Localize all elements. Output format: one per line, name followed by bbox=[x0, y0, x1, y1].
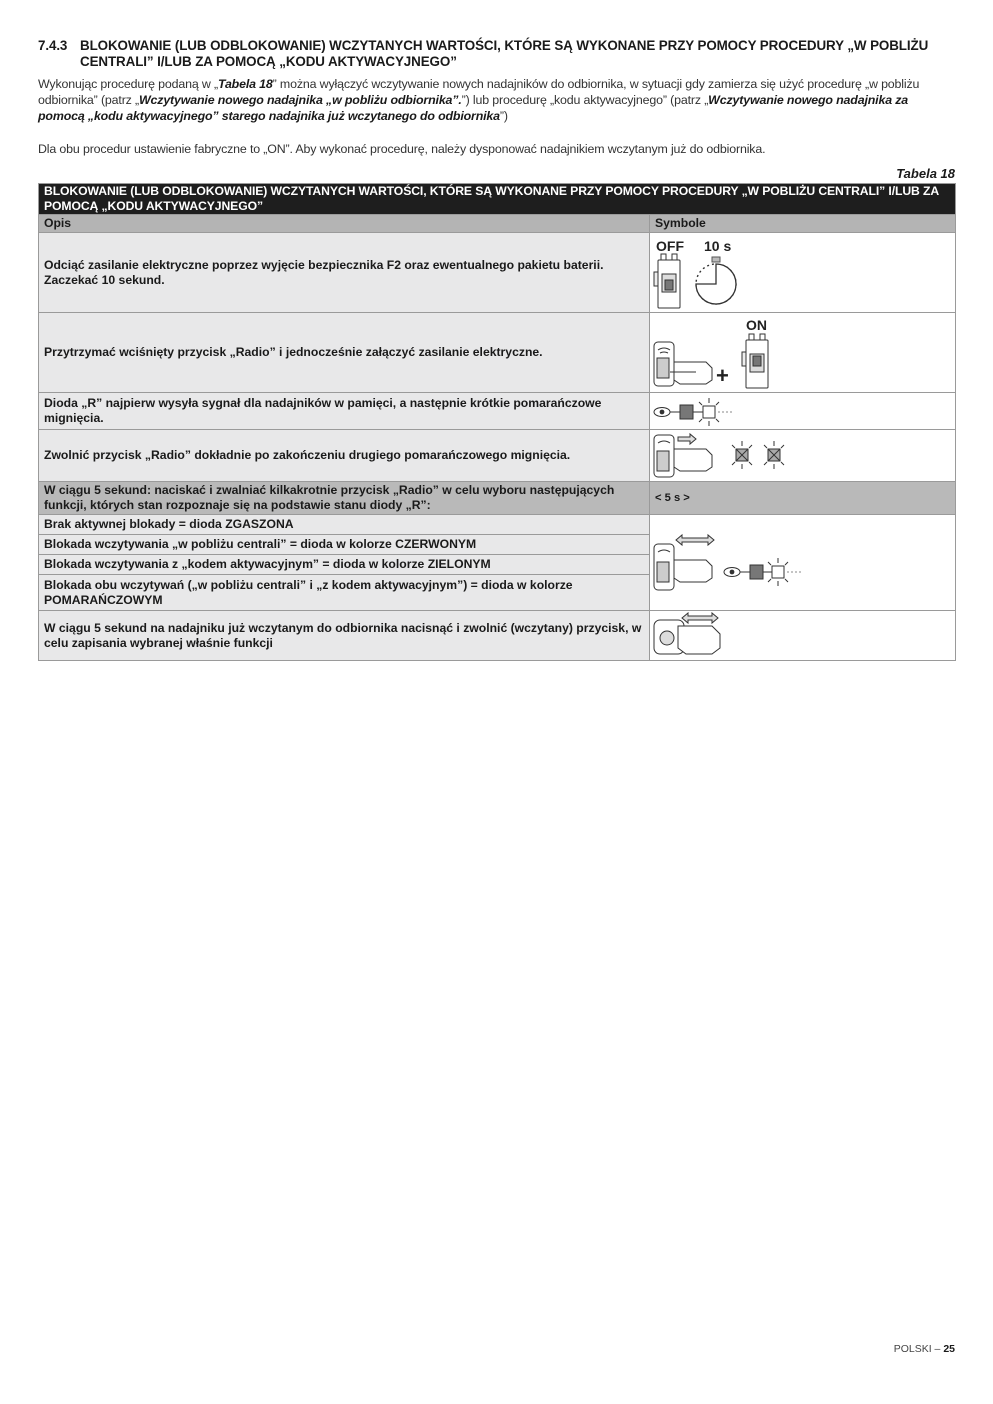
section-heading bbox=[38, 38, 955, 70]
on-label: ON bbox=[746, 316, 767, 333]
radio-select-led-icon bbox=[650, 528, 810, 598]
option-text bbox=[39, 535, 650, 555]
page-number: 25 bbox=[943, 1343, 955, 1355]
led-on-square bbox=[680, 405, 693, 419]
table-title: BLOKOWANIE (LUB ODBLOKOWANIE) WCZYTANYCH WARTOŚCI, KTÓRE SĄ WYKONANE PRZY POMOCY PROCEDURY „W POBLIŻU CENTRALI” I/LUB ZA POMOCĄ „KODU AKTYWACYJNEGO” bbox=[39, 184, 956, 215]
power-off-timer-icon bbox=[650, 234, 780, 312]
time-label: 10 s bbox=[704, 237, 732, 254]
time-window-label: < 5 s > bbox=[650, 482, 956, 515]
led-on-square bbox=[750, 565, 763, 579]
led-signal-icon bbox=[650, 394, 780, 428]
step-text: Dioda „R” najpierw wysyła sygnał dla nadajników w pamięci, a następnie krótkie pomarańczowe mignięcia. bbox=[39, 393, 650, 430]
option-state: POMARAŃCZOWYM bbox=[44, 592, 163, 607]
column-header-desc: Opis bbox=[39, 215, 650, 233]
radio-button-press-icon bbox=[654, 342, 712, 386]
symbol-cell bbox=[650, 233, 956, 313]
section-title: BLOKOWANIE (LUB ODBLOKOWANIE) WCZYTANYCH WARTOŚCI, KTÓRE SĄ WYKONANE PRZY POMOCY PROCEDURY „W POBLIŻU CENTRALI” I/LUB ZA POMOCĄ „KODU AKTYWACYJNEGO” bbox=[80, 38, 929, 69]
symbol-cell bbox=[650, 515, 956, 611]
option-label: Brak aktywnej blokady = dioda bbox=[44, 517, 226, 531]
option-text bbox=[39, 575, 650, 611]
footer-lang: POLSKI – bbox=[893, 1343, 944, 1355]
option-state: ZGASZONA bbox=[225, 517, 294, 531]
step-text: Odciąć zasilanie elektryczne poprzez wyjęcie bezpiecznika F2 oraz ewentualnego pakietu baterii. Zaczekać 10 sekund. bbox=[39, 233, 650, 313]
led-blink-icon bbox=[764, 441, 784, 469]
table-row bbox=[39, 393, 956, 430]
ref-near-receiver[interactable]: Wczytywanie nowego nadajnika „w pobliżu odbiornika”. bbox=[138, 93, 462, 107]
plus-sign: + bbox=[716, 362, 729, 388]
intro-text: ” można wyłączyć wczytywanie nowych nadajników do odbiornika, w sytuacji gdy zamierza się użyć procedurę „w pobliżu odbiornika” (patrz „ bbox=[38, 77, 920, 107]
table-row bbox=[39, 515, 956, 535]
table-row bbox=[39, 233, 956, 313]
eye-icon bbox=[654, 408, 670, 417]
step-text: W ciągu 5 sekund: naciskać i zwalniać kilkakrotnie przycisk „Radio” w celu wyboru następujących funkcji, których stan rozpoznaje się na podstawie stanu diody „R”: bbox=[39, 482, 650, 515]
breaker-on-icon bbox=[742, 334, 768, 388]
column-header-symbols: Symbole bbox=[650, 215, 956, 233]
option-text bbox=[39, 555, 650, 575]
intro-paragraph bbox=[38, 76, 955, 124]
stopwatch-icon bbox=[696, 257, 736, 304]
symbol-cell bbox=[650, 313, 956, 393]
eye-icon bbox=[724, 567, 740, 576]
intro-text: ”) lub procedurę „kodu aktywacyjnego” (patrz „ bbox=[461, 93, 709, 107]
option-state: ZIELONYM bbox=[427, 557, 491, 571]
step-text: Przytrzymać wciśnięty przycisk „Radio” i jednocześnie załączyć zasilanie elektryczne. bbox=[39, 313, 650, 393]
intro-text: ”) bbox=[499, 109, 508, 123]
radio-release-icon bbox=[650, 431, 800, 481]
table-row bbox=[39, 482, 956, 515]
step-text: Zwolnić przycisk „Radio” dokładnie po zakończeniu drugiego pomarańczowego mignięcia. bbox=[39, 430, 650, 482]
procedure-table bbox=[38, 183, 956, 661]
option-label: Blokada obu wczytywań („w pobliżu centrali” i „z kodem aktywacyjnym”) = dioda w kolorze bbox=[44, 577, 573, 592]
ref-table[interactable]: Tabela 18 bbox=[217, 77, 273, 91]
page bbox=[38, 38, 955, 661]
option-label: Blokada wczytywania z „kodem aktywacyjnym” = dioda w kolorze bbox=[44, 557, 428, 571]
table-row bbox=[39, 313, 956, 393]
table-caption: Tabela 18 bbox=[896, 166, 955, 181]
option-label: Blokada wczytywania „w pobliżu centrali” = dioda w kolorze bbox=[44, 537, 396, 551]
section-number: 7.4.3 bbox=[38, 38, 68, 53]
symbol-cell bbox=[650, 430, 956, 482]
step-text: W ciągu 5 sekund na nadajniku już wczytanym do odbiornika nacisnąć i zwolnić (wczytany) przycisk, w celu zapisania wybranej właśnie funkcji bbox=[39, 611, 650, 661]
transmitter-press-icon bbox=[650, 612, 750, 660]
page-footer bbox=[894, 1343, 955, 1355]
option-text bbox=[39, 515, 650, 535]
symbol-cell bbox=[650, 611, 956, 661]
table-row bbox=[39, 611, 956, 661]
breaker-icon bbox=[654, 254, 680, 308]
intro-text: Wykonując procedurę podaną w „ bbox=[38, 77, 218, 91]
off-label: OFF bbox=[656, 237, 684, 254]
symbol-cell bbox=[650, 393, 956, 430]
ref-activation-code[interactable]: Wczytywanie nowego nadajnika za pomocą „kodu aktywacyjnego” starego nadajnika już wczytanego do odbiornika bbox=[38, 93, 909, 123]
table-row bbox=[39, 430, 956, 482]
radio-press-power-on-icon bbox=[650, 314, 780, 392]
option-state: CZERWONYM bbox=[395, 537, 477, 551]
led-blink-icon bbox=[732, 441, 752, 469]
factory-setting-note: Dla obu procedur ustawienie fabryczne to „ON”. Aby wykonać procedurę, należy dysponować nadajnikiem wczytanym już do odbiornika. bbox=[38, 142, 766, 156]
